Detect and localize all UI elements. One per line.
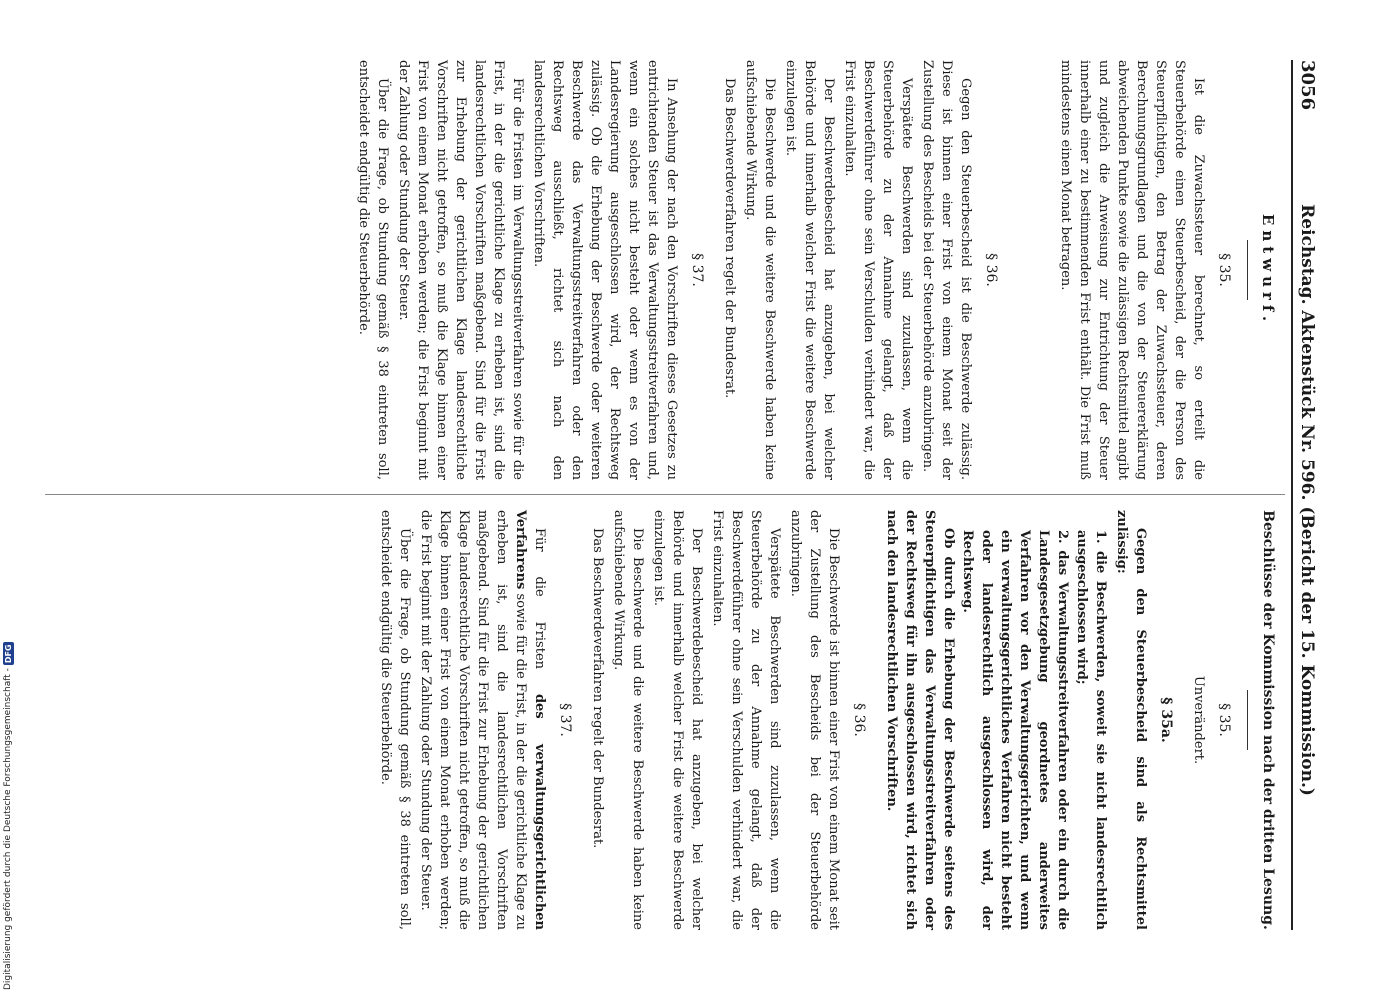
left-s36-p4: Die Beschwerde und die weitere Beschwerde haben keine aufschiebende Wirkung.	[743, 60, 777, 480]
left-s35-text: Ist die Zuwachssteuer berechnet, so erteilt die Steuerbehörde einen Steuerbescheid, der die Person des Steuerpflichtigen, den Betrag der Zuwachssteuer, deren Berechnungsgrundlagen und die von der Steuererklärung abweichenden Punkte sowie die zulässigen Rechtsmittel angibt und zugleich die Anweisung zur Entrichtung der Steuer innerhalb einer zu bestimmenden Frist enthält. Die Frist muß mindestens einen Monat betragen.	[1058, 60, 1206, 480]
dfg-logo: DFG	[3, 644, 13, 664]
page-header	[1291, 60, 1333, 930]
left-s36-p3: Der Beschwerdebescheid hat anzugeben, bei welcher Behörde und innerhalb welcher Frist die weitere Beschwerde einzulegen ist.	[783, 60, 836, 480]
right-s35-title: § 35.	[1216, 703, 1232, 737]
right-s36-p1: Die Beschwerde ist binnen einer Frist von einem Monat seit der Zustellung des Bescheids bei der Steuerbehörde anzubringen.	[788, 510, 841, 930]
left-s36-p2: Verspätete Beschwerden sind zuzulassen, wenn die Steuerbehörde zu der Annahme gelangt, daß der Beschwerdeführer ohne sein Verschulden verhindert war, die Frist einzuhalten.	[842, 60, 914, 480]
right-s35-text: Unverändert.	[1191, 675, 1206, 765]
left-s36-p1: Gegen den Steuerbescheid ist die Beschwerde zulässig. Diese ist binnen einer Frist von einem Monat seit der Zustellung des Bescheids bei der Steuerbehörde anzubringen.	[920, 60, 973, 480]
list-item: 2. das Verwaltungsstreitverfahren oder ein durch die Landesgesetzgebung geordnetes anderweites Verfahren vor den Verwaltungsgerichten, und wenn ein verwaltungsgerichtliches Verfahren nicht besteht oder landesrechtlich ausgeschlossen wird, der Rechtsweg.	[960, 530, 1070, 930]
right-column-heading: Beschlüsse der Kommission nach der dritten Lesung.	[1260, 510, 1276, 930]
page-number: 3056	[1297, 60, 1318, 111]
left-s36-title: § 36.	[983, 253, 999, 287]
left-s37-p2: Für die Fristen im Verwaltungsstreitverfahren sowie für die Frist, in der die gerichtliche Klage zu erheben ist, sind die landesrechtlichen Vorschriften maßgebend. Sind für die Frist zur Erhebung der gerichtlichen Klage landesrechtliche Vorschriften nicht getroffen, so muß die Klage binnen einer Frist von einem Monat erhoben werden; die Frist beginnt mit der Zahlung oder Stundung der Steuer.	[396, 60, 525, 480]
right-s37-p1-bold: des verwaltungsgerichtlichen Verfahrens	[513, 510, 547, 930]
left-s37-p1: In Ansehung der nach den Vorschriften dieses Gesetzes zu entrichtenden Steuer ist das Verwaltungsstreitverfahren und, wenn ein solches nicht besteht oder wenn es von der Landesregierung ausgeschlossen wird, der Rechtsweg zulässig. Ob die Erhebung der Beschwerde oder weiteren Beschwerde das Verwaltungsstreitverfahren oder den Rechtsweg ausschließt, richtet sich nach den landesrechtlichen Vorschriften.	[531, 60, 679, 480]
right-s37-p2: Über die Frage, ob Stundung gemäß § 38 eintreten soll, entscheidet endgültig die Steuerbehörde.	[378, 510, 412, 930]
right-s36-title: § 36.	[851, 703, 867, 737]
left-column-draft	[45, 60, 1285, 480]
right-s36-p2: Verspätete Beschwerden sind zuzulassen, wenn die Steuerbehörde zu der Annahme gelangt, daß der Beschwerdeführer ohne sein Verschulden verhindert war, die Frist einzuhalten.	[710, 510, 782, 930]
right-s35a-list	[958, 510, 1110, 930]
right-column-decisions	[45, 510, 1285, 930]
right-s37-p1	[416, 510, 549, 930]
page-title: Reichstag. Aktenstück Nr. 596. (Bericht der 15. Kommission.)	[1297, 204, 1317, 796]
right-s36-p4: Die Beschwerde und die weitere Beschwerde haben keine aufschiebende Wirkung.	[611, 510, 645, 930]
left-column-heading: Entwurf.	[1259, 213, 1277, 327]
right-s37-p1-post: sowie für die Frist, in der die gerichtliche Klage zu erheben ist, sind die landesrechtlichen Vorschriften maßgebend. Sind für die Frist zur Erhebung der gerichtlichen Klage landesrechtliche Vorschriften nicht getroffen, so muß die Klage binnen einer Frist von einem Monat erhoben werden; die Frist beginnt mit der Zahlung oder Stundung der Steuer.	[418, 510, 528, 930]
right-s37-p1-pre: Für die Fristen	[532, 528, 547, 694]
left-s37-title: § 37.	[689, 253, 705, 287]
right-s37-title: § 37.	[557, 703, 573, 737]
right-s36-p3: Der Beschwerdebescheid hat anzugeben, bei welcher Behörde und innerhalb welcher Frist die weitere Beschwerde einzulegen ist.	[651, 510, 704, 930]
heading-rule	[1247, 690, 1248, 750]
left-s35-title: § 35.	[1216, 253, 1232, 287]
heading-rule	[1247, 240, 1248, 300]
left-s36-p5: Das Beschwerdeverfahren regelt der Bundesrat.	[722, 78, 737, 399]
credit-text: Digitalisierung gefördert durch die Deutsche Forschungsgemeinschaft -	[3, 668, 13, 990]
right-s36-p5: Das Beschwerdeverfahren regelt der Bundesrat.	[590, 528, 605, 849]
left-s37-p3: Über die Frage, ob Stundung gemäß § 38 eintreten soll, entscheidet endgültig die Steuerbehörde.	[356, 60, 390, 480]
two-column-body	[45, 60, 1285, 930]
list-item: 1. die Beschwerden, soweit sie nicht landesrechtlich ausgeschlossen wird;	[1074, 530, 1108, 930]
right-s35a-title: § 35a.	[1158, 697, 1174, 743]
right-s35a-end: Ob durch die Erhebung der Beschwerde seitens des Steuerpflichtigen das Verwaltungsstreitverfahren oder der Rechtsweg für ihn ausgeschlossen wird, richtet sich nach den landesrechtlichen Vorschriften.	[884, 510, 956, 930]
right-s35a-intro: Gegen den Steuerbescheid sind als Rechtsmittel zulässig:	[1114, 510, 1148, 930]
